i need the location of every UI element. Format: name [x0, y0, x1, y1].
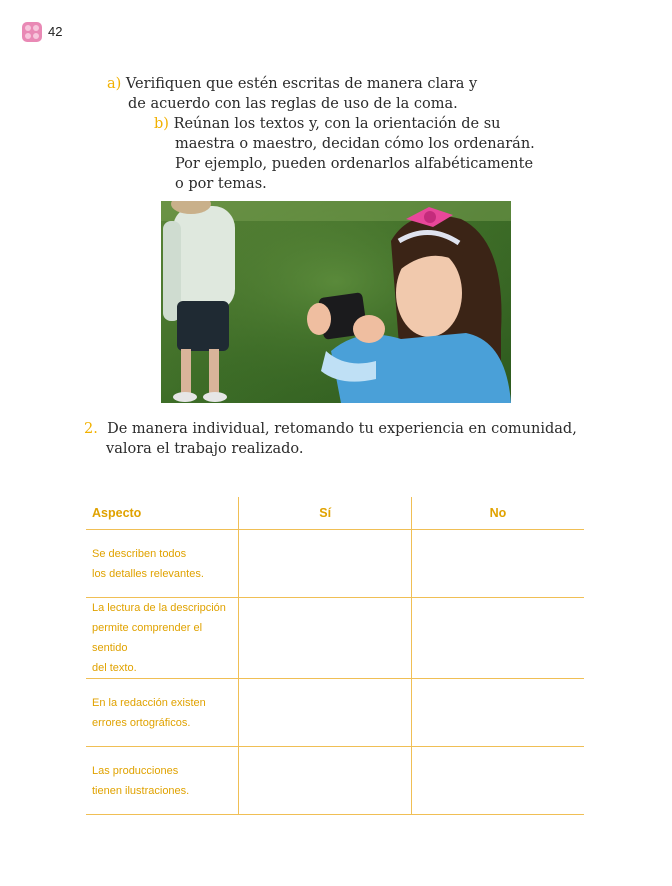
aspect-cell: La lectura de la descripción permite comprender el sentido del texto. [86, 598, 239, 679]
instruction-a: a) Verifiquen que estén escritas de manera clara y de acuerdo con las reglas de uso de la coma. [107, 76, 478, 112]
instruction-2: 2. De manera individual, retomando tu experiencia en comunidad, valora el trabajo realizado. [84, 421, 577, 457]
table-header-row [86, 497, 584, 530]
header-no: No [411, 497, 584, 530]
no-cell[interactable] [411, 747, 584, 815]
si-cell[interactable] [239, 679, 412, 747]
evaluation-table [86, 497, 584, 815]
no-cell[interactable] [411, 679, 584, 747]
instruction-b: b) Reúnan los textos y, con la orientación de su maestra o maestro, decidan cómo los ordenarán. Por ejemplo, pueden ordenarlos alfabéticamente o por temas. [154, 116, 535, 192]
si-cell[interactable] [239, 530, 412, 598]
aspect-cell: Se describen todos los detalles relevantes. [86, 530, 239, 598]
no-cell[interactable] [411, 530, 584, 598]
si-cell[interactable] [239, 747, 412, 815]
table-row [86, 530, 584, 598]
marker-a: a) [107, 76, 122, 92]
book-logo-icon [22, 22, 42, 42]
si-cell[interactable] [239, 598, 412, 679]
photo-girl-with-phone [161, 201, 511, 403]
no-cell[interactable] [411, 598, 584, 679]
aspect-cell: En la redacción existen errores ortográficos. [86, 679, 239, 747]
table-row [86, 598, 584, 679]
aspect-cell: Las producciones tienen ilustraciones. [86, 747, 239, 815]
page-number: 42 [48, 24, 63, 39]
table-row [86, 747, 584, 815]
table-row [86, 679, 584, 747]
header-si: Sí [239, 497, 412, 530]
marker-b: b) [154, 116, 169, 132]
header-aspecto: Aspecto [86, 497, 239, 530]
marker-2: 2. [84, 421, 98, 437]
